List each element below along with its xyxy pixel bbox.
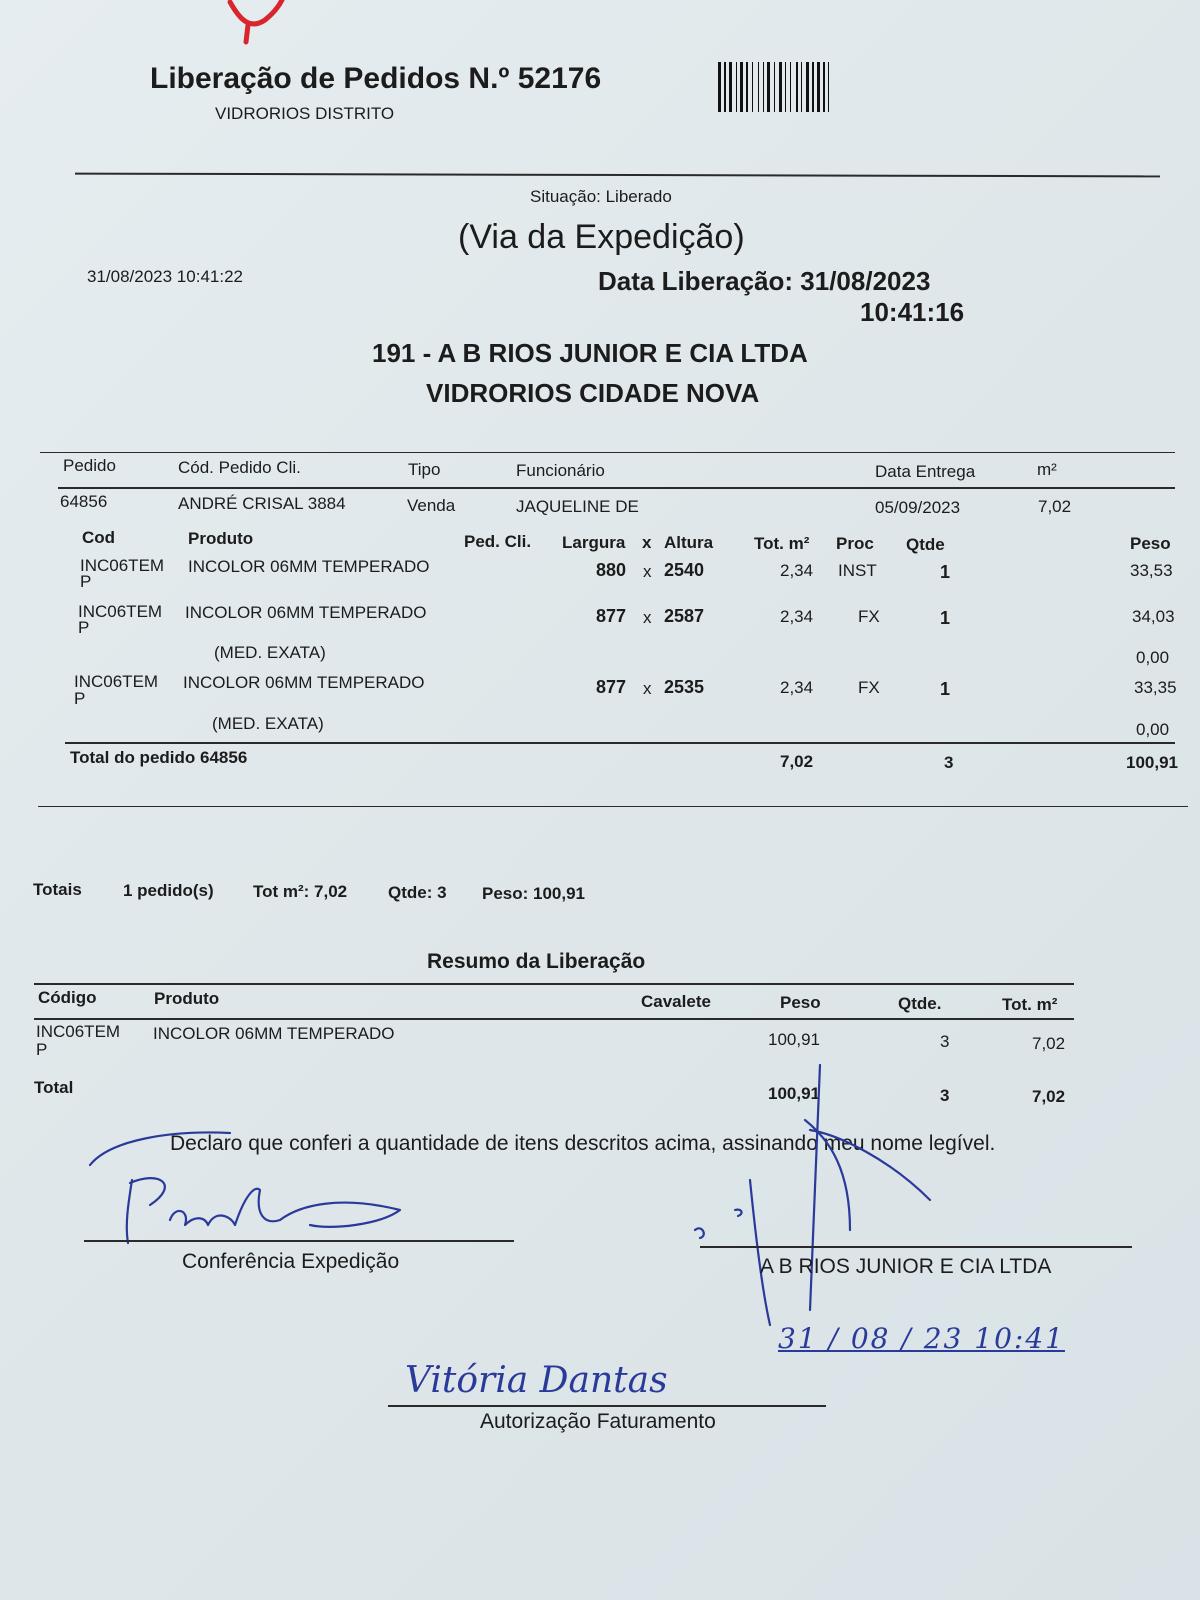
signature-label-faturamento: Autorização Faturamento [480, 1410, 716, 1433]
signature-line-left [84, 1240, 514, 1242]
summary-produto: INCOLOR 06MM TEMPERADO [153, 1024, 395, 1043]
item-2-cod-cont: P [78, 618, 90, 637]
item-3-note-peso: 0,00 [1136, 720, 1170, 739]
item-1-cod-cont: P [80, 572, 92, 591]
printed-timestamp: 31/08/2023 10:41:22 [87, 267, 243, 286]
summary-col-produto: Produto [154, 989, 220, 1008]
item-1-cod: INC06TEM [80, 556, 165, 575]
barcode-bar [785, 62, 786, 112]
item-col-produto: Produto [188, 529, 254, 548]
item-3-x: x [643, 679, 652, 698]
totals-m2: Tot m²: 7,02 [253, 882, 348, 901]
item-3-cod: INC06TEM [74, 672, 159, 691]
item-col-x: x [642, 533, 652, 552]
item-2-note-peso: 0,00 [1136, 648, 1170, 667]
order-client-code: ANDRÉ CRISAL 3884 [178, 494, 346, 513]
summary-col-cavalete: Cavalete [641, 992, 711, 1011]
barcode-bar [736, 62, 737, 112]
company-name: VIDRORIOS DISTRITO [215, 104, 395, 123]
summary-codigo-cont: P [36, 1040, 48, 1059]
col-header-data-entrega: Data Entrega [875, 462, 976, 481]
totals-label: Totais [33, 880, 82, 899]
col-header-pedido: Pedido [63, 456, 116, 475]
item-col-largura: Largura [562, 533, 626, 552]
situation-label: Situação: Liberado [530, 187, 672, 206]
handwritten-name-bottom: Vitória Dantas [405, 1360, 668, 1401]
barcode-bar [828, 62, 829, 112]
barcode-bar [796, 62, 798, 112]
summary-total-qtde: 3 [940, 1086, 950, 1105]
item-3-altura: 2535 [664, 677, 705, 697]
item-3-qtde: 1 [940, 679, 951, 699]
release-time: 10:41:16 [860, 297, 965, 327]
via-label: (Via da Expedição) [458, 218, 745, 256]
summary-title: Resumo da Liberação [427, 950, 646, 973]
barcode-bar [718, 62, 721, 112]
summary-peso: 100,91 [768, 1030, 820, 1049]
summary-col-codigo: Código [38, 988, 97, 1007]
item-col-tot-m2: Tot. m² [754, 534, 810, 553]
item-2-note: (MED. EXATA) [214, 643, 326, 662]
barcode-bar [801, 62, 802, 112]
barcode-bar [729, 62, 732, 112]
order-number: 64856 [60, 492, 108, 511]
signature-left [80, 1125, 420, 1245]
barcode-bar [724, 62, 726, 112]
summary-col-peso: Peso [780, 993, 821, 1012]
summary-total-peso: 100,91 [768, 1084, 820, 1103]
barcode-bar [746, 62, 748, 112]
item-1-altura: 2540 [664, 560, 705, 580]
order-m2: 7,02 [1038, 497, 1072, 516]
summary-total-m2: 7,02 [1032, 1087, 1066, 1106]
item-1-tot-m2: 2,34 [780, 561, 814, 580]
summary-total-label: Total [34, 1078, 74, 1097]
col-header-tipo: Tipo [408, 460, 441, 479]
table-top-border [40, 452, 1175, 453]
item-1-x: x [643, 562, 652, 581]
declaration-text: Declaro que conferi a quantidade de itens descritos acima, assinando meu nome legível. [170, 1132, 996, 1155]
item-col-peso: Peso [1130, 534, 1171, 553]
item-1-peso: 33,53 [1130, 561, 1173, 580]
item-3-produto: INCOLOR 06MM TEMPERADO [183, 673, 425, 692]
col-header-cod-pedido-cli: Cód. Pedido Cli. [178, 458, 301, 477]
item-2-proc: FX [858, 607, 880, 626]
order-total-label: Total do pedido 64856 [70, 748, 248, 767]
summary-tot-m2: 7,02 [1032, 1034, 1066, 1053]
order-total-qtde: 3 [944, 753, 954, 772]
item-2-peso: 34,03 [1132, 607, 1175, 626]
item-col-cod: Cod [82, 528, 116, 547]
item-2-qtde: 1 [940, 608, 951, 628]
item-3-largura: 877 [596, 677, 627, 697]
item-1-produto: INCOLOR 06MM TEMPERADO [188, 557, 430, 576]
barcode-bar [758, 62, 759, 112]
document-title: Liberação de Pedidos N.º 52176 [150, 62, 602, 95]
item-3-proc: FX [858, 678, 880, 697]
table-header-border [58, 487, 1175, 489]
item-3-peso: 33,35 [1134, 678, 1177, 697]
items-total-border [65, 742, 1175, 744]
signature-right [690, 1060, 950, 1330]
totals-qtde: Qtde: 3 [388, 883, 447, 902]
barcode-bar [806, 62, 809, 112]
summary-col-tot-m2: Tot. m² [1002, 995, 1058, 1014]
item-2-x: x [643, 608, 652, 627]
order-employee: JAQUELINE DE [516, 497, 639, 516]
item-1-largura: 880 [596, 560, 627, 580]
barcode-bar [779, 62, 782, 112]
handwritten-date: 31 / 08 / 23 10:41 [778, 1322, 1065, 1355]
item-2-produto: INCOLOR 06MM TEMPERADO [185, 603, 427, 622]
item-col-proc: Proc [836, 534, 874, 553]
barcode [718, 62, 908, 112]
barcode-bar [752, 62, 753, 112]
signature-line-bottom [388, 1405, 826, 1407]
signature-label-expedicao: Conferência Expedição [182, 1250, 400, 1273]
summary-codigo: INC06TEM [36, 1022, 121, 1041]
barcode-bar [740, 62, 743, 112]
item-col-qtde: Qtde [906, 535, 945, 554]
client-branch: VIDRORIOS CIDADE NOVA [426, 378, 760, 408]
barcode-bar [823, 62, 825, 112]
totals-pedidos: 1 pedido(s) [123, 881, 214, 900]
summary-top-border [34, 983, 1074, 985]
order-total-m2: 7,02 [780, 752, 814, 771]
order-total-peso: 100,91 [1126, 753, 1178, 772]
barcode-bar [767, 62, 770, 112]
signature-line-right [700, 1246, 1132, 1248]
release-date: Data Liberação: 31/08/2023 [598, 266, 931, 296]
totals-peso: Peso: 100,91 [482, 884, 586, 903]
summary-col-qtde: Qtde. [898, 994, 942, 1013]
item-2-tot-m2: 2,34 [780, 607, 814, 626]
barcode-bar [763, 62, 764, 112]
section-divider [38, 806, 1188, 807]
divider [75, 173, 1160, 178]
red-ink-mark [210, 0, 300, 45]
summary-header-border [34, 1018, 1074, 1020]
col-header-funcionario: Funcionário [516, 461, 605, 480]
item-3-tot-m2: 2,34 [780, 678, 814, 697]
barcode-bar [817, 62, 820, 112]
order-type: Venda [407, 496, 456, 515]
item-1-proc: INST [838, 561, 877, 580]
col-header-m2: m² [1037, 460, 1057, 479]
item-col-ped-cli: Ped. Cli. [464, 532, 532, 551]
summary-qtde: 3 [940, 1032, 950, 1051]
client-name: 191 - A B RIOS JUNIOR E CIA LTDA [372, 338, 808, 368]
item-2-cod: INC06TEM [78, 602, 163, 621]
barcode-bar [774, 62, 775, 112]
item-2-altura: 2587 [664, 606, 705, 626]
item-1-qtde: 1 [940, 562, 951, 582]
signature-label-client: A B RIOS JUNIOR E CIA LTDA [760, 1255, 1052, 1278]
barcode-bar [790, 62, 791, 112]
item-3-cod-cont: P [74, 689, 86, 708]
order-delivery-date: 05/09/2023 [875, 498, 961, 517]
item-col-altura: Altura [664, 533, 714, 552]
item-3-note: (MED. EXATA) [212, 714, 324, 733]
barcode-bar [812, 62, 814, 112]
item-2-largura: 877 [596, 606, 627, 626]
